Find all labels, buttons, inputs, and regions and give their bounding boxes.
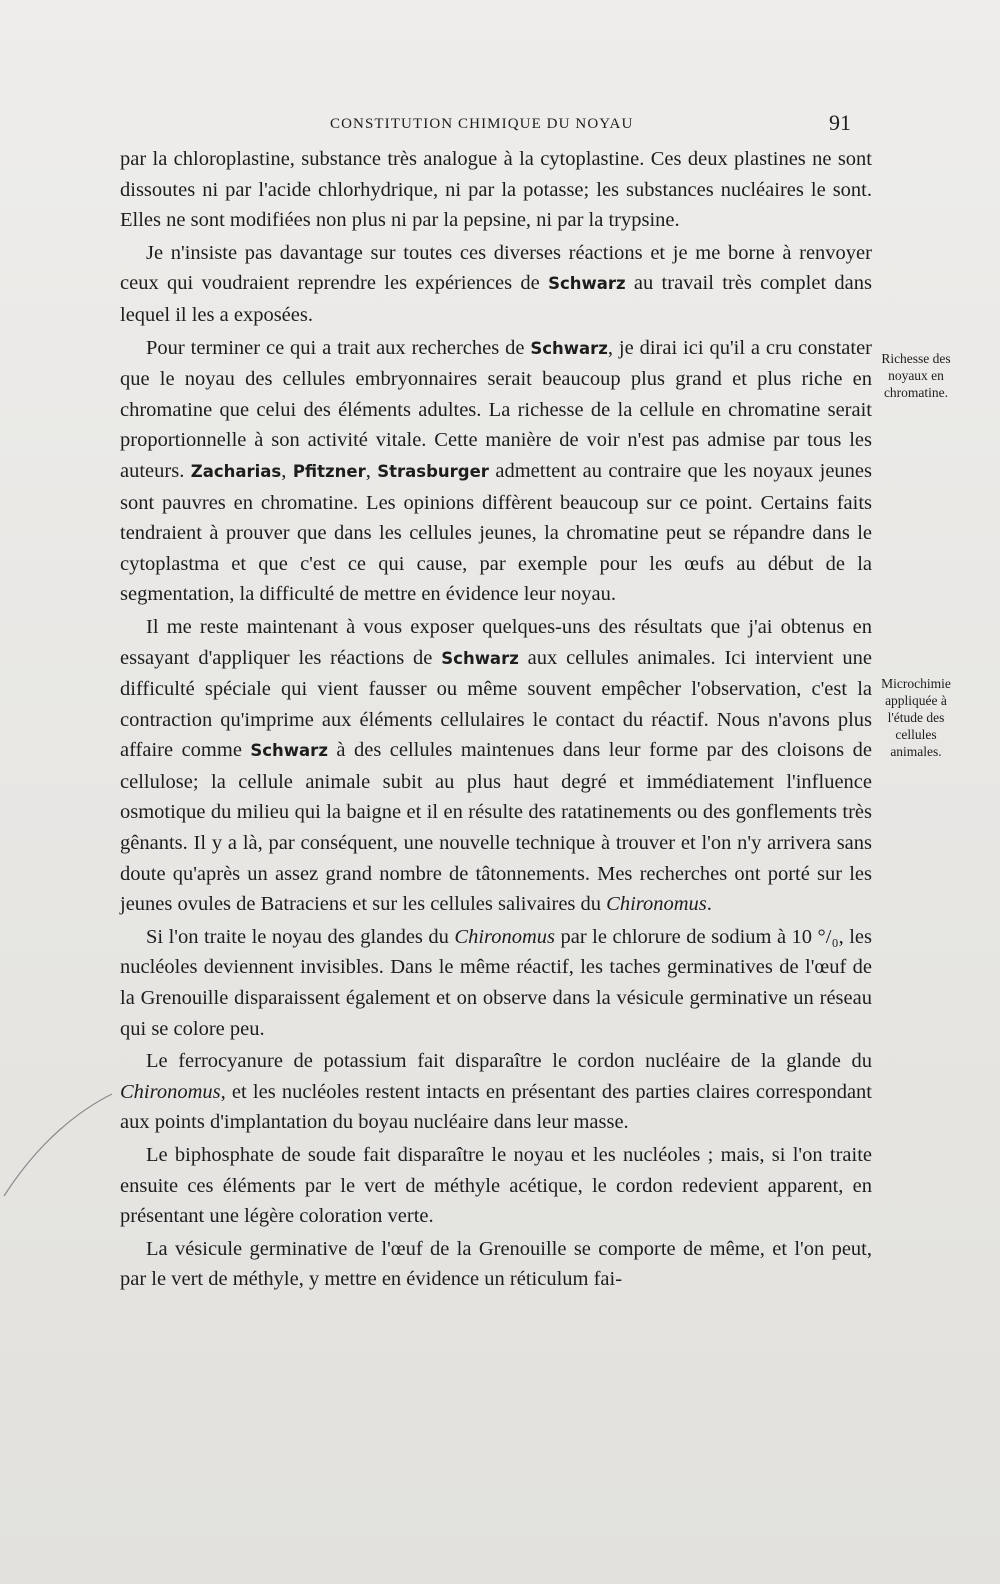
margin-note-line: cellules [895,727,937,742]
text-run: La vésicule germinative de l'œuf de la Grenouille se comporte de même, et l'on peut, par le vert de méthyle, y mettre en évidence un réticulum fai- [120,1237,872,1291]
text-run: , [365,459,378,482]
text-run: Le ferrocyanure de potassium fait disparaître le cordon nucléaire de la glande du [146,1050,872,1073]
author-name: Schwarz [250,741,328,761]
taxon-name: Chironomus [454,925,556,948]
text-run: , et les nucléoles restent intacts en présentant des parties claires correspondant aux points d'implantation du boyau nucléaire dans leur masse. [120,1080,872,1134]
pencil-mark [0,1090,120,1200]
margin-note-chromatine [870,350,962,401]
text-run: admettent au contraire que les noyaux jeunes sont pauvres en chromatine. Les opinions diffèrent beaucoup sur ce point. Certains faits tendraient à prouver que dans les cellules jeunes, la chromatine peut se répandre dans le cytoplastma et que c'est ce qui cause, par exemple pour les œufs au début de la segmentation, la difficulté de mettre en évidence leur noyau. [120,459,872,606]
text-run: Je n'insiste pas davantage sur toutes ces diverses réactions et je me borne à renvoyer ceux qui voudraient reprendre les expériences de [120,241,872,295]
author-name: Schwarz [441,648,519,668]
taxon-name: Chironomus [120,1080,221,1103]
text-run: aux cellules animales. Ici intervient une difficulté spéciale qui vient fausser ou même souvent empêcher l'observation, c'est la contraction qu'imprime aux éléments cellulaires le contact du réactif. Nous n'avons plus affaire comme [120,646,873,762]
paragraph [120,922,872,1044]
text-run: Pour terminer ce qui a trait aux recherches de [146,336,531,359]
paragraph [120,1234,872,1295]
margin-note-line: appliquée à [885,693,947,708]
text-run: par la chloroplastine, substance très analogue à la cytoplastine. Ces deux plastines ne sont dissoutes ni par l'acide chlorhydrique, ni par la potasse; les substances nucléaires le sont. Elles ne sont modifiées non plus ni par la pepsine, ni par la trypsine. [120,148,872,232]
author-name: Schwarz [548,274,626,294]
text-run: Il me reste maintenant à vous exposer quelques-uns des résultats que j'ai obtenus en essayant d'appliquer les réactions de [120,615,872,669]
paragraph [120,612,872,920]
running-head-title: CONSTITUTION CHIMIQUE DU NOYAU [330,116,634,132]
margin-note-microchimie [870,675,962,760]
author-name: Zacharias [190,461,282,481]
paragraph [120,1046,872,1138]
text-run: . [706,893,712,916]
text-run: au travail très complet dans lequel il les a exposées. [120,272,873,326]
paragraph [120,144,872,236]
text-run: , [281,459,293,482]
margin-note-line: animales. [890,744,942,759]
body-text [120,144,872,1295]
running-head [0,112,1000,142]
text-run: Le biphosphate de soude fait disparaître le noyau et les nucléoles ; mais, si l'on traite ensuite ces éléments par le vert de méthyle acétique, le cordon redevient apparent, en présentant une légère coloration verte. [120,1144,872,1228]
taxon-name: Chironomus [606,893,707,916]
paragraph [120,1140,872,1232]
text-run: , je dirai ici qu'il a cru constater que le noyau des cellules embryonnaires serait beaucoup plus grand et plus riche en chromatine que celui des éléments adultes. La richesse de la cellule en chromatine serait proportionnelle à son activité vitale. Cette manière de voir n'est pas admise par tous les auteurs. [120,336,872,482]
author-name: Schwarz [530,338,608,358]
margin-note-line: chromatine. [883,385,949,400]
margin-note-line: l'étude des [887,710,945,725]
text-run: à des cellules maintenues dans leur forme par des cloisons de cellulose; la cellule animale subit au plus haut degré et immédiatement l'influence osmotique du milieu qui la baigne et il en résulte des ratatinements ou des gonflements très gênants. Il y a là, par conséquent, une nouvelle technique à trouver et l'on n'y arrivera sans doute qu'après un assez grand nombre de tâtonnements. Mes recherches ont porté sur les jeunes ovules de Batraciens et sur les cellules salivaires du [120,739,872,916]
paragraph [120,238,872,331]
author-name: Strasburger [377,461,489,481]
author-name: Pfitzner [292,461,366,481]
paragraph [120,333,872,610]
margin-note-line: Richesse des [881,351,951,366]
text-run: Si l'on traite le noyau des glandes du [146,925,455,948]
margin-note-line: Microchimie [881,676,951,691]
text-run: par le chlorure de sodium à 10 °/₀, les nucléoles deviennent invisibles. Dans le même réactif, les taches germinatives de l'œuf de la Grenouille disparaissent également et on observe dans la vésicule germinative un réseau qui se colore peu. [120,925,872,1040]
page-number: 91 [829,110,851,135]
margin-note-line: noyaux en [888,368,944,383]
